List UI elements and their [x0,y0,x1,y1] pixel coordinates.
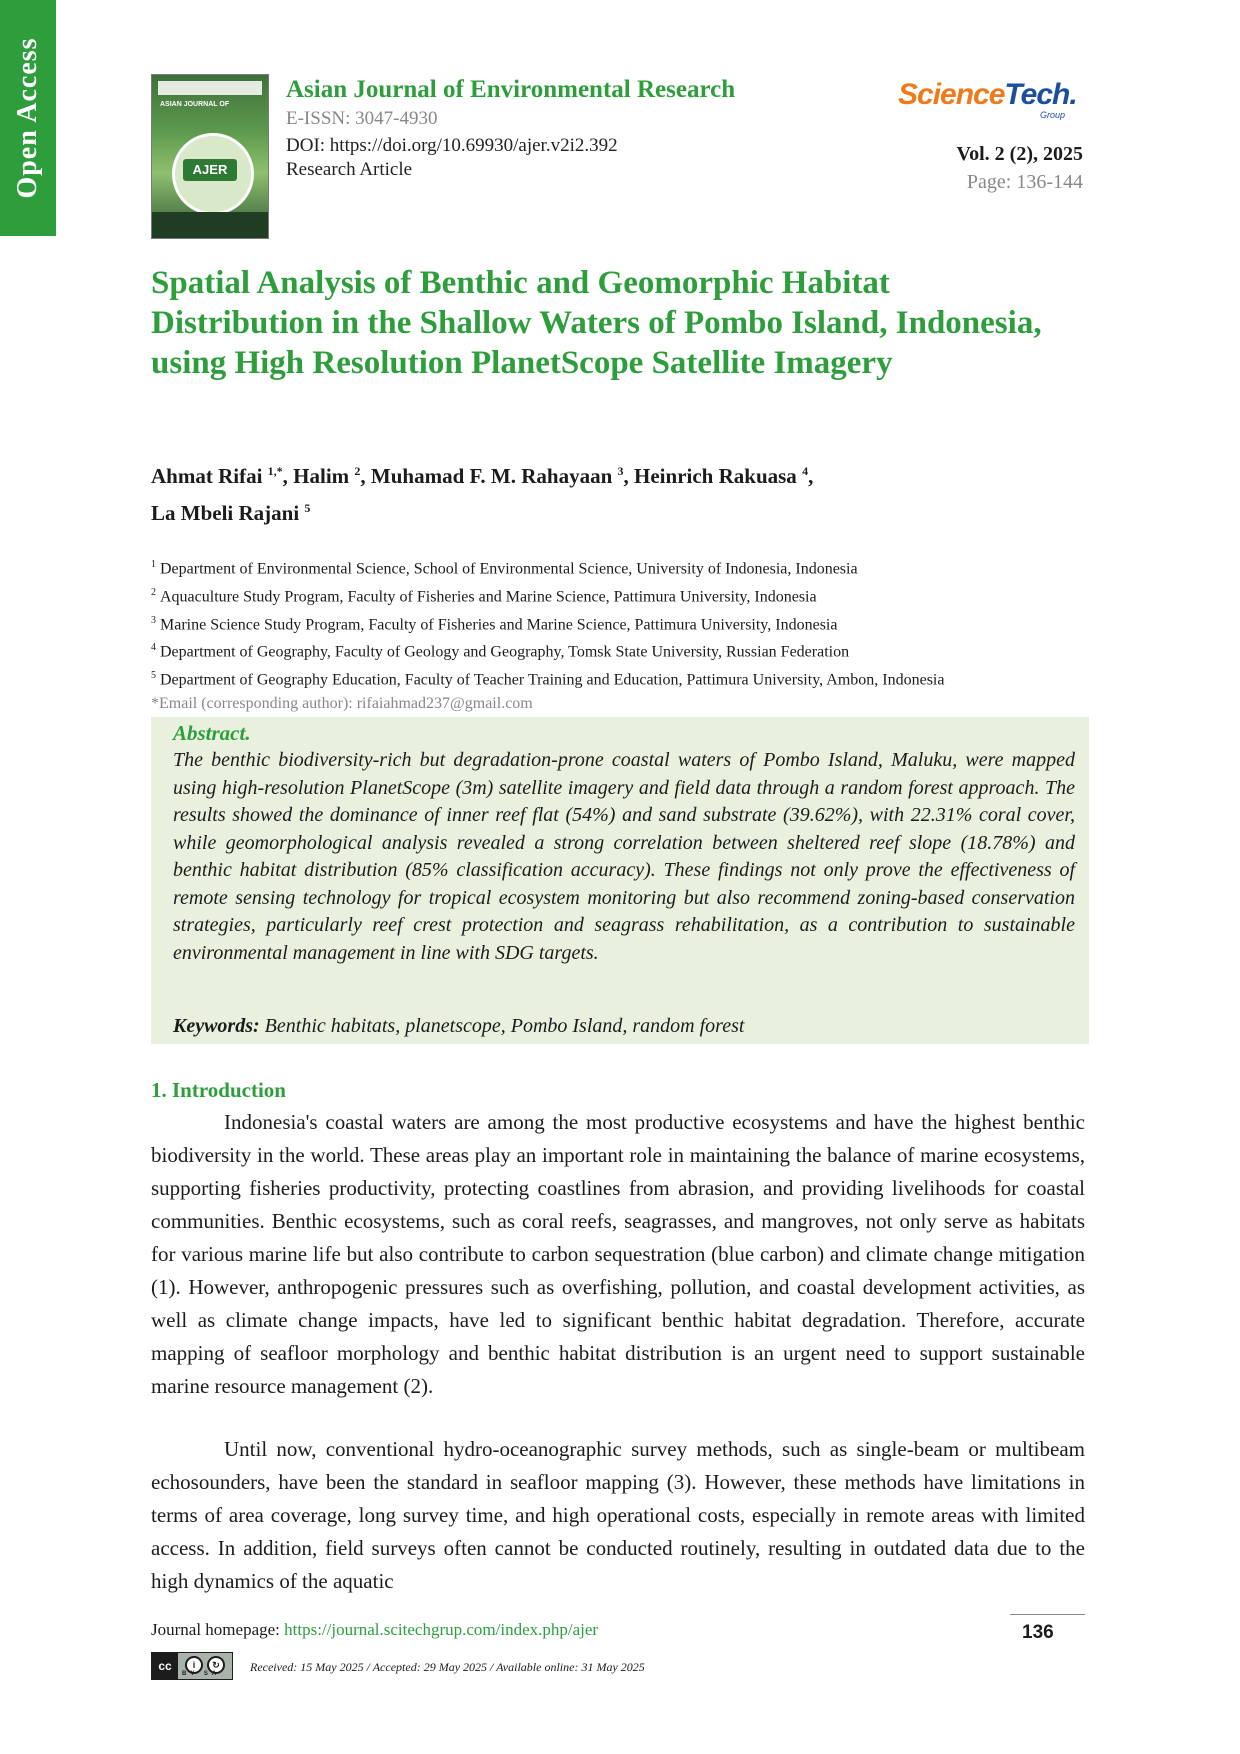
affiliation-number: 1 [151,559,156,570]
intro-paragraph: Until now, conventional hydro-oceanographic survey methods, such as single-beam or multibeam echosounders, have been the standard in seafloor mapping (3). However, these methods have limitations in terms of area coverage, long survey time, and high operational costs, especially in remote areas with limited access. In addition, field surveys often cannot be conducted routinely, resulting in outdated data due to the high dynamics of the aquatic [151,1437,1085,1593]
publisher-logo-tech: Tech. [1004,78,1077,111]
author-name: Muhamad F. M. Rahayaan [370,464,613,488]
homepage-label: Journal homepage: [151,1620,285,1639]
author-list [151,455,1051,529]
abstract-box [151,717,1089,1044]
abstract-heading: Abstract. [173,721,251,745]
affiliation-text: Aquaculture Study Program, Faculty of Fisheries and Marine Science, Pattimura University, Indonesia [160,588,817,606]
affiliation-number: 4 [151,642,156,654]
affiliation-item [151,609,1111,637]
journal-name: Asian Journal of Environmental Research [286,76,736,103]
attribution-icon: i [185,1656,203,1674]
page-range: Page: 136-144 [966,171,1083,193]
footer-divider [1010,1614,1085,1615]
cover-header-strip [158,81,262,95]
intro-paragraph: Indonesia's coastal waters are among the most productive ecosystems and have the highest benthic biodiversity in the world. These areas play an important role in maintaining the balance of marine ecosystems, supporting fisheries productivity, protecting coastlines from abrasion, and providing livelihoods for coastal communities. Benthic ecosystems, such as coral reefs, seagrasses, and mangroves, not only serve as habitats for various marine life but also contribute to carbon sequestration (blue carbon) and climate change mitigation (1). However, anthropogenic pressures such as overfishing, pollution, and coastal development activities, as well as climate change impacts, have led to significant benthic habitat degradation. Therefore, accurate mapping of seafloor morphology and benthic habitat distribution is an urgent need to support sustainable marine resource management (2). [151,1110,1085,1398]
publisher-logo-science: Science [898,78,1005,111]
author-name: Heinrich Rakuasa [634,464,797,488]
eissn: E-ISSN: 3047-4930 [286,108,438,129]
author-affil-sup: 3 [617,464,624,478]
cover-badge: AJER [183,159,237,181]
author-name: Halim [293,464,350,488]
affiliation-item [151,581,1111,609]
author-affil-sup: 2 [354,464,361,478]
cc-icon: cc [152,1653,178,1679]
author-separator: , [623,464,635,488]
keywords [173,1015,1075,1038]
publication-dates: Received: 15 May 2025 / Accepted: 29 May 2025 / Available online: 31 May 2025 [250,1660,645,1674]
journal-homepage [151,1620,598,1640]
affiliation-list [151,553,1111,716]
affiliation-item [151,664,1111,692]
affiliation-text: Department of Environmental Science, School of Environmental Science, University of Indonesia, Indonesia [160,560,858,578]
affiliation-number: 2 [151,586,156,598]
publisher-logo [898,78,1077,112]
open-access-label: Open Access [12,37,43,199]
author-name: Ahmat Rifai [151,464,263,488]
author-separator: , [360,464,371,488]
affiliation-item [151,553,1111,581]
page-number: 136 [1022,1622,1054,1643]
publisher-logo-sub: Group [1040,110,1066,120]
homepage-link[interactable]: https://journal.scitechgrup.com/index.php/ajer [284,1620,599,1639]
author-separator: , [282,464,294,488]
share-alike-icon: ↻ [207,1656,225,1674]
affiliation-item [151,636,1111,664]
author-affil-sup: 5 [304,501,311,515]
abstract-text: The benthic biodiversity-rich but degradation-prone coastal waters of Pombo Island, Maluku, were mapped using high-resolution PlanetScope (3m) satellite imagery and field data through a random forest approach. The results showed the dominance of inner reef flat (54%) and sand substrate (39.62%), with 22.31% coral cover, while geomorphological analysis revealed a strong correlation between sheltered reef slope (18.78%) and benthic habitat distribution (85% classification accuracy). These findings not only prove the effectiveness of remote sensing technology for tropical ecosystem monitoring but also recommend zoning-based conservation strategies, particularly reef crest protection and seagrass rehabilitation, as a contribution to sustainable environmental management in line with SDG targets. [173,749,1075,964]
cc-license-badge[interactable] [151,1652,233,1680]
author-affil-sup: 1,* [267,464,283,478]
affiliation-text: Marine Science Study Program, Faculty of Fisheries and Marine Science, Pattimura University, Indonesia [160,615,838,633]
journal-cover-image [151,74,269,239]
author-name: La Mbeli Rajani [151,501,300,525]
affiliation-text: Department of Geography, Faculty of Geology and Geography, Tomsk State University, Russian Federation [160,643,850,661]
cover-title: ASIAN JOURNAL OF [160,101,230,108]
affiliation-text: Department of Geography Education, Faculty of Teacher Training and Education, Pattimura University, Ambon, Indonesia [160,671,945,689]
section-heading-introduction: 1. Introduction [151,1078,286,1102]
volume-info: Vol. 2 (2), 2025 [956,143,1083,165]
license-label: BY SA [182,1671,221,1677]
author-affil-sup: 4 [802,464,809,478]
keywords-label: Keywords: [173,1015,260,1037]
corresponding-email[interactable]: *Email (corresponding author): rifaiahmad237@gmail.com [151,695,533,713]
doi-link[interactable]: DOI: https://doi.org/10.69930/ajer.v2i2.392 [286,135,618,156]
author-separator: , [808,464,814,488]
article-type: Research Article [286,159,413,180]
article-title: Spatial Analysis of Benthic and Geomorphic Habitat Distribution in the Shallow Waters of Pombo Island, Indonesia, using High Resolution PlanetScope Satellite Imagery [151,265,1042,381]
affiliation-number: 3 [151,614,156,626]
affiliation-number: 5 [151,670,156,682]
open-access-tab [0,0,56,236]
cover-footer-strip [152,212,268,238]
keywords-text: Benthic habitats, planetscope, Pombo Island, random forest [259,1015,745,1037]
